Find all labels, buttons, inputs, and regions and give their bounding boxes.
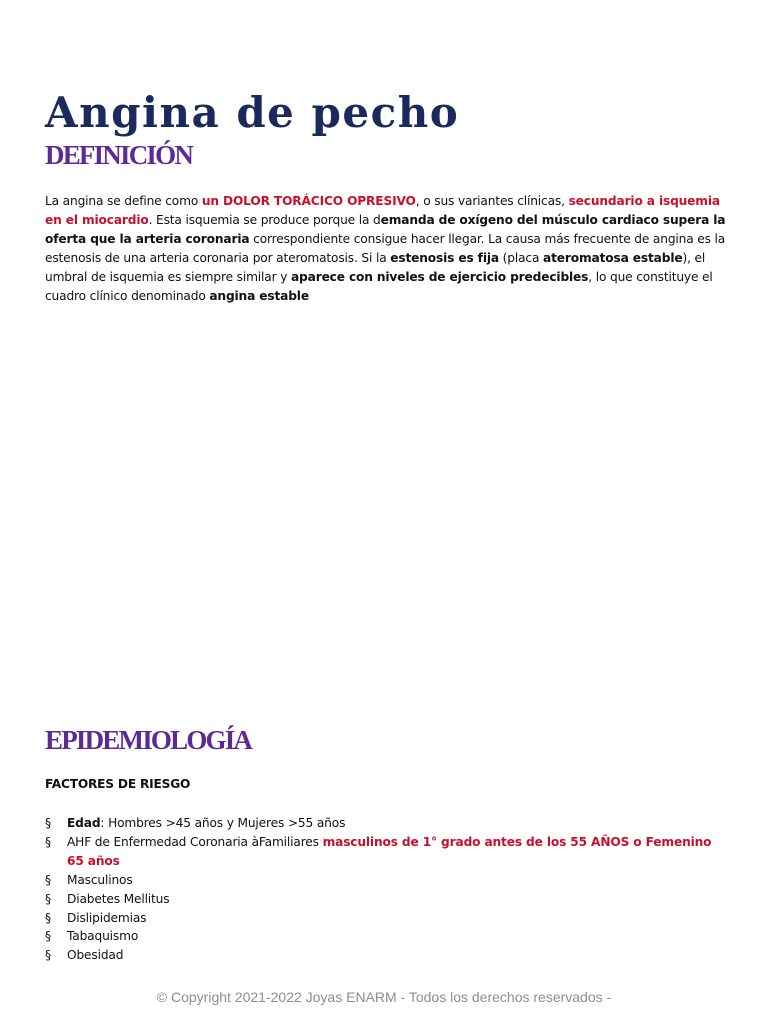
section-heading-definicion: DEFINICIÓN [45,140,193,170]
edad-label: Edad [67,816,101,830]
edad-text: : Hombres >45 años y Mujeres >55 años [100,816,346,830]
text-run: . Esta isquemia se produce porque la d [148,213,381,227]
bullet-icon: § [45,891,51,906]
risk-factors-list [45,814,725,965]
section-heading-epidemiologia: EPIDEMIOLOGÍA [45,725,252,755]
bold-demanda: emanda de oxígeno del músculo cardiaco supera la oferta que la arteria coronaria [45,213,726,246]
highlight-dolor-toracico: un DOLOR TORÁCICO OPRESIVO [201,194,416,208]
ahf-highlight: masculinos de 1° grado antes de los 55 AÑOS o Femenino 65 años [67,834,712,868]
text-run: La angina se define como [45,194,202,208]
list-item [45,871,725,890]
text-run: (placa [498,251,544,265]
bullet-icon: § [45,948,51,963]
bullet-icon: § [45,872,51,887]
item-text: Dislipidemias [67,910,147,925]
risk-factors-subheading: FACTORES DE RIESGO [45,777,191,791]
bold-angina-estable: angina estable [209,289,309,303]
list-item [45,927,725,946]
text-run: ), el umbral de isquemia es siempre similar y [45,251,706,284]
list-item [45,909,725,928]
text-run: , o sus variantes clínicas, [415,194,569,208]
bold-ejercicio: aparece con niveles de ejercicio predecibles [290,270,589,284]
item-text: Diabetes Mellitus [67,891,170,906]
ahf-text: AHF de Enfermedad Coronaria àFamiliares [67,834,323,849]
text-run: correspondiente consigue hacer llegar. La causa más frecuente de angina es la estenosis de una arteria coronaria por ateromatosis. Si la [45,232,726,265]
item-text: Tabaquismo [67,929,139,944]
bold-ateromatosa: ateromatosa estable [543,251,683,265]
text-run: , lo que constituye el cuadro clínico denominado [45,270,713,303]
definition-paragraph [45,192,730,306]
bullet-icon: § [45,910,51,925]
highlight-isquemia: secundario a isquemia en el miocardio [45,194,720,227]
bullet-icon: § [45,834,51,849]
item-text: Masculinos [67,872,133,887]
bullet-icon: § [45,929,51,944]
item-text: Obesidad [67,948,124,963]
bold-estenosis-fija: estenosis es fija [390,251,499,265]
list-item [45,890,725,909]
list-item [45,814,725,833]
list-item [45,833,725,871]
list-item [45,946,725,965]
page-title: Angina de pecho [45,88,460,137]
copyright-footer: © Copyright 2021-2022 Joyas ENARM - Todos los derechos reservados - [156,989,612,1005]
bullet-icon: § [45,816,51,830]
